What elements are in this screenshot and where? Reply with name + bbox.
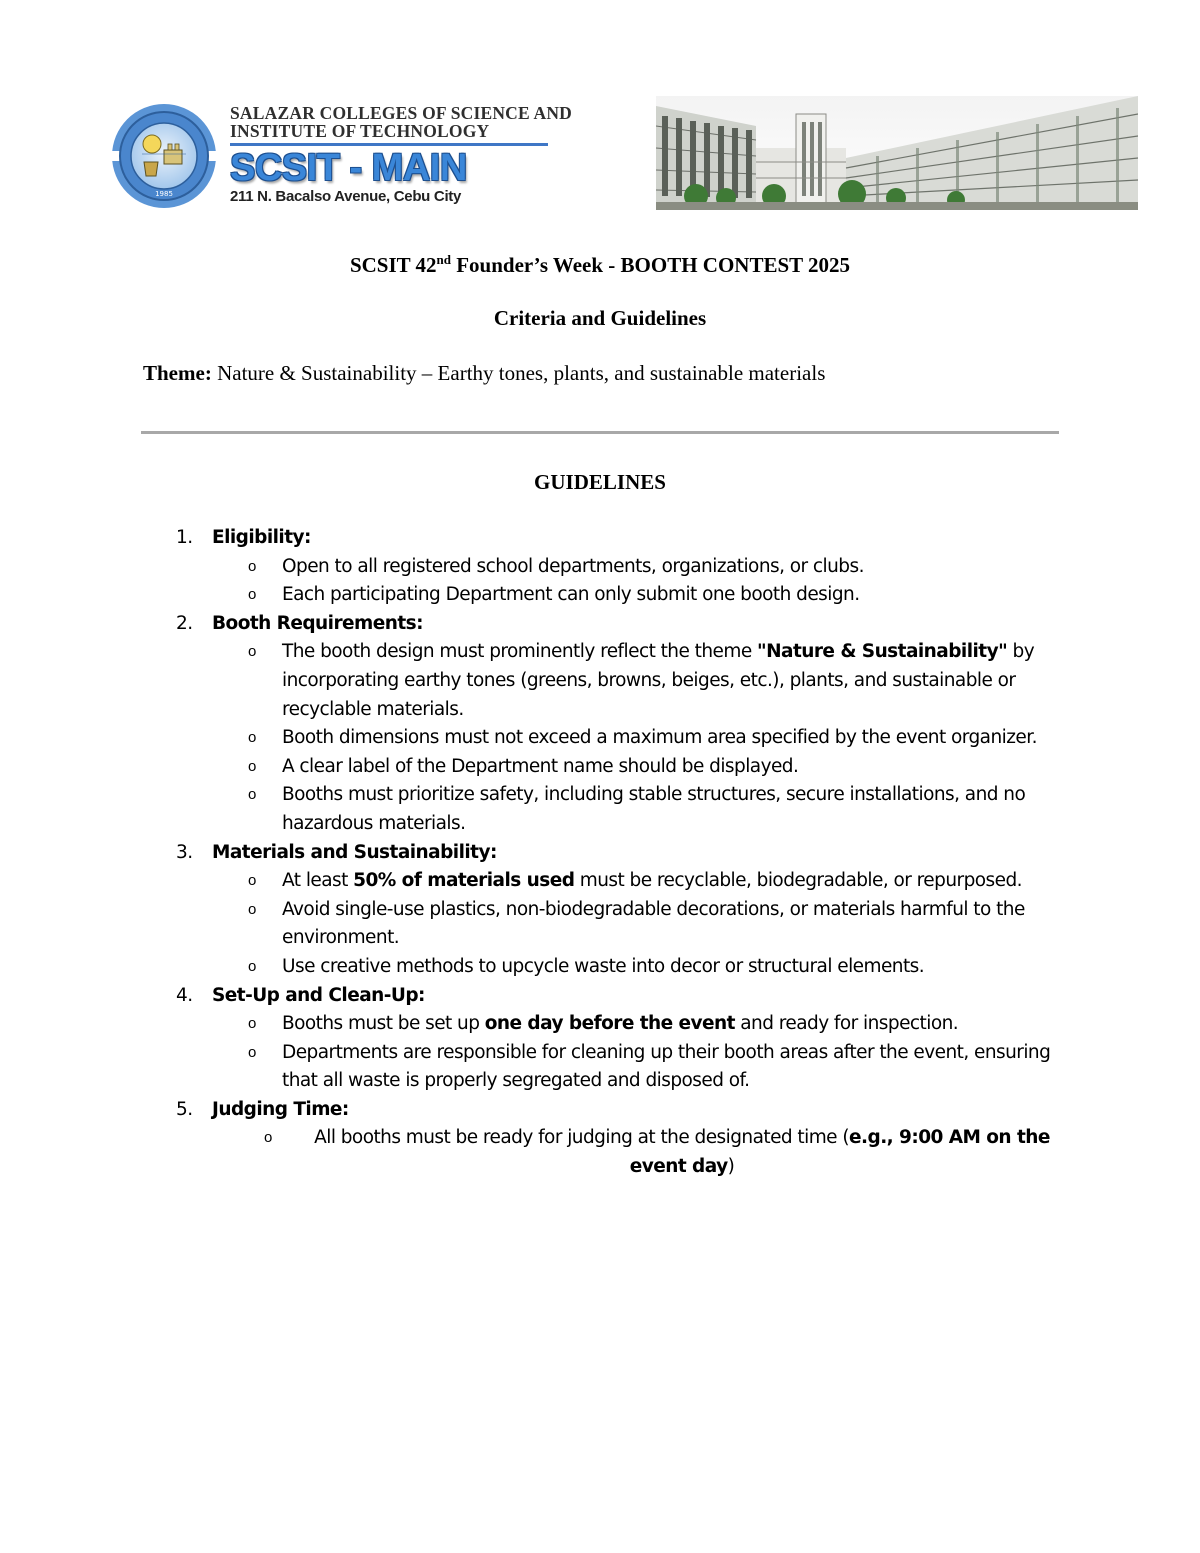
bullet-text <box>282 1010 1066 1039</box>
theme-text: Nature & Sustainability – Earthy tones, plants, and sustainable materials <box>211 361 826 385</box>
guidelines-heading: GUIDELINES <box>534 470 666 494</box>
bullet-text <box>282 724 1066 753</box>
item-number: 4. <box>176 984 193 1006</box>
list-item <box>176 724 1066 753</box>
bullet-text <box>282 753 1066 782</box>
list-item <box>176 581 1066 610</box>
item-title: Eligibility: <box>212 527 311 548</box>
document-subtitle: Criteria and Guidelines <box>493 306 707 330</box>
list-item <box>176 753 1066 782</box>
bullet-list <box>176 638 1066 838</box>
bullet-text <box>282 867 1066 896</box>
bullet-text-part: The booth design must prominently reflect the theme <box>282 641 757 663</box>
bullet-marker: o <box>248 586 256 604</box>
item-number: 1. <box>176 527 193 548</box>
campus-building-image <box>656 96 1138 210</box>
item-title: Set-Up and Clean-Up: <box>212 984 425 1006</box>
bullet-marker: o <box>248 1043 256 1061</box>
bullet-text-part: All booths must be ready for judging at the designated time ( <box>314 1127 850 1149</box>
bullet-text-part: Each participating Department can only submit one booth design. <box>282 584 860 606</box>
bullet-marker: o <box>248 643 256 661</box>
bullet-text-part: Departments are responsible for cleaning up their booth areas after the event, ensuring that all waste is properly segregated and disposed of. <box>282 1041 1051 1092</box>
bullet-list <box>176 1124 1066 1181</box>
bullet-text-part: Avoid single-use plastics, non-biodegradable decorations, or materials harmful to the environment. <box>282 898 1025 949</box>
list-item <box>176 1010 1066 1039</box>
guideline-item-booth-requirements <box>176 610 1066 839</box>
bullet-text-part: must be recyclable, biodegradable, or repurposed. <box>574 870 1022 892</box>
document-title <box>0 252 1200 278</box>
bullet-text-part: ) <box>727 1156 735 1178</box>
bullet-list <box>176 867 1066 981</box>
school-name-line2: INSTITUTE OF TECHNOLOGY <box>230 121 490 141</box>
bullet-text-part: and ready for inspection. <box>734 1013 959 1035</box>
title-prefix: SCSIT 42 <box>349 253 437 277</box>
school-identity <box>230 104 660 205</box>
bullet-text-part: Open to all registered school departments, organizations, or clubs. <box>282 555 864 577</box>
bullet-list <box>176 1010 1066 1096</box>
school-address: 211 N. Bacalso Avenue, Cebu City <box>230 188 462 205</box>
letterhead-rule <box>230 143 548 146</box>
school-seal-icon <box>112 92 216 220</box>
item-number: 5. <box>176 1098 193 1120</box>
list-item <box>176 896 1066 953</box>
list-item <box>176 638 1066 724</box>
bullet-text <box>282 781 1066 838</box>
list-item <box>176 953 1066 982</box>
item-title: Judging Time: <box>212 1098 349 1120</box>
title-ordinal-suffix: nd <box>436 252 451 267</box>
guidelines-list <box>176 524 1066 1182</box>
bullet-text <box>282 638 1066 724</box>
bullet-text-part: Booth dimensions must not exceed a maximum area specified by the event organizer. <box>282 727 1037 749</box>
list-item <box>176 1039 1066 1096</box>
guideline-item-materials <box>176 839 1066 982</box>
bullet-text-emphasis: "Nature & Sustainability" <box>756 641 1008 663</box>
bullet-marker: o <box>264 1129 272 1147</box>
bullet-marker: o <box>248 1015 256 1033</box>
horizontal-divider <box>141 431 1059 434</box>
guideline-item-setup-cleanup <box>176 982 1066 1096</box>
bullet-text <box>282 896 1066 953</box>
guideline-item-judging-time <box>176 1096 1066 1182</box>
list-item <box>176 781 1066 838</box>
bullet-text-part: by incorporating earthy tones (greens, browns, beiges, etc.), plants, and sustainable or recyclable materials. <box>282 641 1035 720</box>
bullet-text-part: A clear label of the Department name should be displayed. <box>282 755 799 777</box>
bullet-text <box>298 1124 1066 1181</box>
bullet-text-part: At least <box>282 870 354 892</box>
campus-name: SCSIT - MAIN <box>230 147 467 189</box>
bullet-text-part: Use creative methods to upcycle waste into decor or structural elements. <box>282 955 925 977</box>
list-item <box>176 1124 1066 1181</box>
bullet-list <box>176 553 1066 610</box>
bullet-text <box>282 953 1066 982</box>
item-title: Booth Requirements: <box>212 612 423 634</box>
list-item <box>176 867 1066 896</box>
bullet-marker: o <box>248 557 256 575</box>
theme-line <box>143 361 825 386</box>
item-number: 3. <box>176 841 193 863</box>
bullet-text <box>282 581 1066 610</box>
guideline-item-eligibility <box>176 524 1066 610</box>
bullet-text <box>282 1039 1066 1096</box>
theme-label: Theme: <box>143 361 212 385</box>
bullet-text-part: Booths must be set up <box>282 1013 485 1035</box>
bullet-text-part: Booths must prioritize safety, including stable structures, secure installations, and no hazardous materials. <box>282 784 1026 834</box>
bullet-marker: o <box>248 757 256 775</box>
bullet-marker: o <box>248 729 256 747</box>
school-name-line1: SALAZAR COLLEGES OF SCIENCE AND <box>230 103 573 123</box>
item-title: Materials and Sustainability: <box>212 841 497 863</box>
bullet-marker: o <box>248 957 256 975</box>
bullet-text <box>282 553 1066 582</box>
bullet-marker: o <box>248 900 256 918</box>
title-suffix: Founder’s Week - BOOTH CONTEST 2025 <box>450 253 851 277</box>
list-item <box>176 553 1066 582</box>
bullet-marker: o <box>248 872 256 890</box>
bullet-text-emphasis: one day before the event <box>484 1013 735 1035</box>
bullet-text-emphasis: 50% of materials used <box>353 870 575 892</box>
item-number: 2. <box>176 612 193 634</box>
letterhead <box>112 92 1138 220</box>
bullet-text-emphasis: e.g., 9:00 AM on the event day <box>629 1127 1050 1178</box>
seal-year: 1985 <box>155 190 173 198</box>
bullet-marker: o <box>248 786 256 804</box>
